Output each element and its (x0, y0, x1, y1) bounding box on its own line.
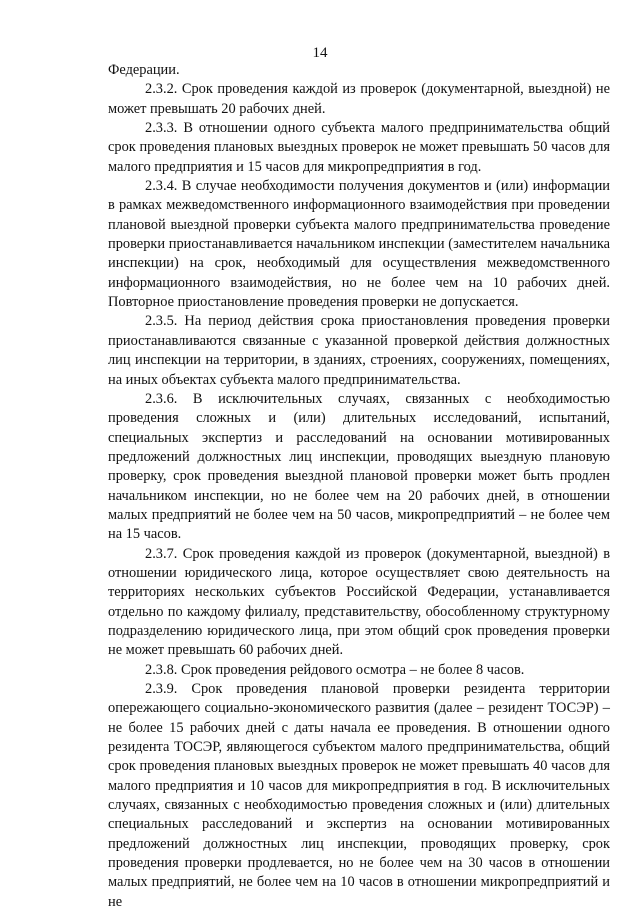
paragraph-2-3-8: 2.3.8. Срок проведения рейдового осмотра – не более 8 часов. (145, 661, 525, 678)
paragraph-2-3-7: 2.3.7. Срок проведения каждой из проверок (документарной, выездной) в отношении юридического лица, которое осуществляет свою деятельность на территориях нескольких субъектов Российской Федерации, устанавливается отдельно по каждому филиалу, представительству, обособленному структурному подразделению юридического лица, при этом общий срок проведения проверки не может превышать 60 рабочих дней. (108, 545, 610, 659)
document-body (108, 61, 610, 912)
paragraph-2-3-6: 2.3.6. В исключительных случаях, связанных с необходимостью проведения сложных и (или) длительных исследований, испытаний, специальных экспертиз и расследований на основании мотивированных предложений должностных лиц инспекции, проводящих выездную плановую проверку, срок проведения выездной плановой проверки может быть продлен начальником инспекции, но не более чем на 20 рабочих дней, в отношении малых предприятий не более чем на 50 часов, микропредприятий – не более чем на 15 часов. (108, 390, 610, 543)
paragraph-2-3-9: 2.3.9. Срок проведения плановой проверки резидента территории опережающего социально-экономического развития (далее – резидент ТОСЭР) – не более 15 рабочих дней с даты начала ее проведения. В отношении одного резидента ТОСЭР, являющегося субъектом малого предпринимательства, общий срок проведения плановых выездных проверок не может превышать 40 часов для малого предприятия и 10 часов для микропредприятия в год. В исключительных случаях, связанных с необходимостью проведения сложных и (или) длительных специальных расследований и экспертиз на основании мотивированных предложений должностных лиц инспекции, проводящих проверку, срок проведения проверки продлевается, но не более чем на 30 часов в отношении малых предприятий, не более чем на 10 часов в отношении микропредприятий и не (108, 681, 610, 910)
page-number: 14 (312, 45, 328, 61)
paragraph-2-3-3: 2.3.3. В отношении одного субъекта малого предпринимательства общий срок проведения плановых выездных проверок не может превышать 50 часов для малого предприятия и 15 часов для микропредприятия в год. (108, 120, 610, 175)
paragraph-2-3-5: 2.3.5. На период действия срока приостановления проведения проверки приостанавливаются связанные с указанной проверкой действия должностных лиц инспекции на территории, в зданиях, строениях, сооружениях, помещениях, на иных объектах субъекта малого предпринимательства. (108, 313, 610, 388)
paragraph-2-3-4: 2.3.4. В случае необходимости получения документов и (или) информации в рамках межведомственного информационного взаимодействия при проведении плановой выездной проверки субъекта малого предпринимательства проведение проверки приостанавливается начальником инспекции (заместителем начальника инспекции) на срок, необходимый для осуществления межведомственного информационного взаимодействия, но не более чем на 10 рабочих дней. Повторное приостановление проведения проверки не допускается. (108, 178, 610, 311)
paragraph-continuation: Федерации. (108, 62, 180, 78)
paragraph-2-3-2: 2.3.2. Срок проведения каждой из проверок (документарной, выездной) не может превышать 20 рабочих дней. (108, 81, 610, 117)
